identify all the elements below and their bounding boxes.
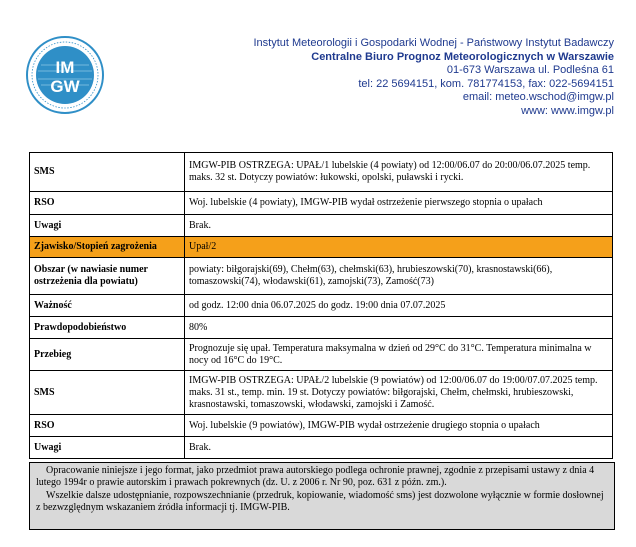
institute-name: Instytut Meteorologii i Gospodarki Wodnej - Państwowy Instytut Badawczy bbox=[253, 37, 614, 49]
table-row bbox=[30, 258, 613, 295]
table-row bbox=[30, 215, 613, 237]
table-row bbox=[30, 339, 613, 371]
warning-table bbox=[29, 152, 613, 459]
row-label: Prawdopodobieństwo bbox=[30, 317, 185, 339]
bureau-name: Centralne Biuro Prognoz Meteorologicznych w Warszawie bbox=[311, 50, 614, 63]
institute-email[interactable]: email: meteo.wschod@imgw.pl bbox=[462, 91, 614, 104]
row-label: Zjawisko/Stopień zagrożenia bbox=[30, 237, 185, 258]
row-label: Ważność bbox=[30, 295, 185, 317]
row-value: 80% bbox=[185, 317, 613, 339]
distribution-paragraph: Wszelkie dalsze udostępnianie, rozpowszechnianie (przedruk, kopiowanie, wiadomość sms) jest dozwolone wyłącznie w formie dosłownej z bezwzględnym wskazaniem źródła informacji tj. IMGW-PIB. bbox=[36, 489, 604, 514]
copyright-paragraph: Opracowanie niniejsze i jego format, jako przedmiot prawa autorskiego podlega ochronie prawnej, zgodnie z przepisami ustawy z dnia 4 lutego 1994r o prawie autorskim i prawach pokrewnych (dz. U. z 2006 r. Nr 90, poz. 631 z późn. zm.). bbox=[36, 465, 595, 489]
row-value: od godz. 12:00 dnia 06.07.2025 do godz. 19:00 dnia 07.07.2025 bbox=[185, 295, 613, 317]
row-label: SMS bbox=[30, 371, 185, 415]
table-row bbox=[30, 295, 613, 317]
row-label: RSO bbox=[30, 415, 185, 437]
copyright-notice bbox=[29, 462, 615, 530]
row-label: Przebieg bbox=[30, 339, 185, 371]
row-value: Woj. lubelskie (4 powiaty), IMGW-PIB wydał ostrzeżenie pierwszego stopnia o upałach bbox=[185, 192, 613, 215]
table-row bbox=[30, 317, 613, 339]
logo-text-bottom: GW bbox=[50, 77, 80, 96]
row-value: IMGW-PIB OSTRZEGA: UPAŁ/2 lubelskie (9 powiatów) od 12:00/06.07 do 19:00/07.07.2025 temp. maks. 31 st., temp. min. 19 st. Dotyczy powiatów: biłgorajski, Chełm, chełmski, hrubieszowski, krasnostawski, tomaszowski, włodawski, zamojski i Zamość. bbox=[185, 371, 613, 415]
table-row bbox=[30, 415, 613, 437]
row-value: Woj. lubelskie (9 powiatów), IMGW-PIB wydał ostrzeżenie drugiego stopnia o upałach bbox=[185, 415, 613, 437]
table-row-highlighted bbox=[30, 237, 613, 258]
row-value: powiaty: biłgorajski(69), Chełm(63), chełmski(63), hrubieszowski(70), krasnostawski(66), tomaszowski(74), włodawski(61), zamojski(73), Zamość(73) bbox=[185, 258, 613, 295]
row-value: Prognozuje się upał. Temperatura maksymalna w dzień od 29°C do 31°C. Temperatura minimalna w nocy od 16°C do 19°C. bbox=[185, 339, 613, 371]
row-value: Brak. bbox=[185, 215, 613, 237]
institute-phones: tel: 22 5694151, kom. 781774153, fax: 022-5694151 bbox=[358, 77, 614, 90]
table-row bbox=[30, 371, 613, 415]
table-row bbox=[30, 437, 613, 459]
row-label: Obszar (w nawiasie numer ostrzeżenia dla powiatu) bbox=[30, 258, 185, 295]
row-value: IMGW-PIB OSTRZEGA: UPAŁ/1 lubelskie (4 powiaty) od 12:00/06.07 do 20:00/06.07.2025 temp. maks. 32 st. Dotyczy powiatów: łukowski, opolski, puławski i rycki. bbox=[185, 153, 613, 192]
row-label: SMS bbox=[30, 153, 185, 192]
table-row bbox=[30, 153, 613, 192]
logo-text-top: IM bbox=[55, 58, 75, 77]
institute-contact-block bbox=[253, 37, 614, 119]
row-value: Upał/2 bbox=[185, 237, 613, 258]
table-row bbox=[30, 192, 613, 215]
institute-website[interactable]: www: www.imgw.pl bbox=[521, 104, 614, 117]
document-header bbox=[0, 0, 636, 140]
row-label: Uwagi bbox=[30, 215, 185, 237]
row-label: RSO bbox=[30, 192, 185, 215]
imgw-logo-icon bbox=[25, 35, 105, 115]
row-value: Brak. bbox=[185, 437, 613, 459]
row-label: Uwagi bbox=[30, 437, 185, 459]
institute-address: 01-673 Warszawa ul. Podleśna 61 bbox=[446, 64, 614, 77]
